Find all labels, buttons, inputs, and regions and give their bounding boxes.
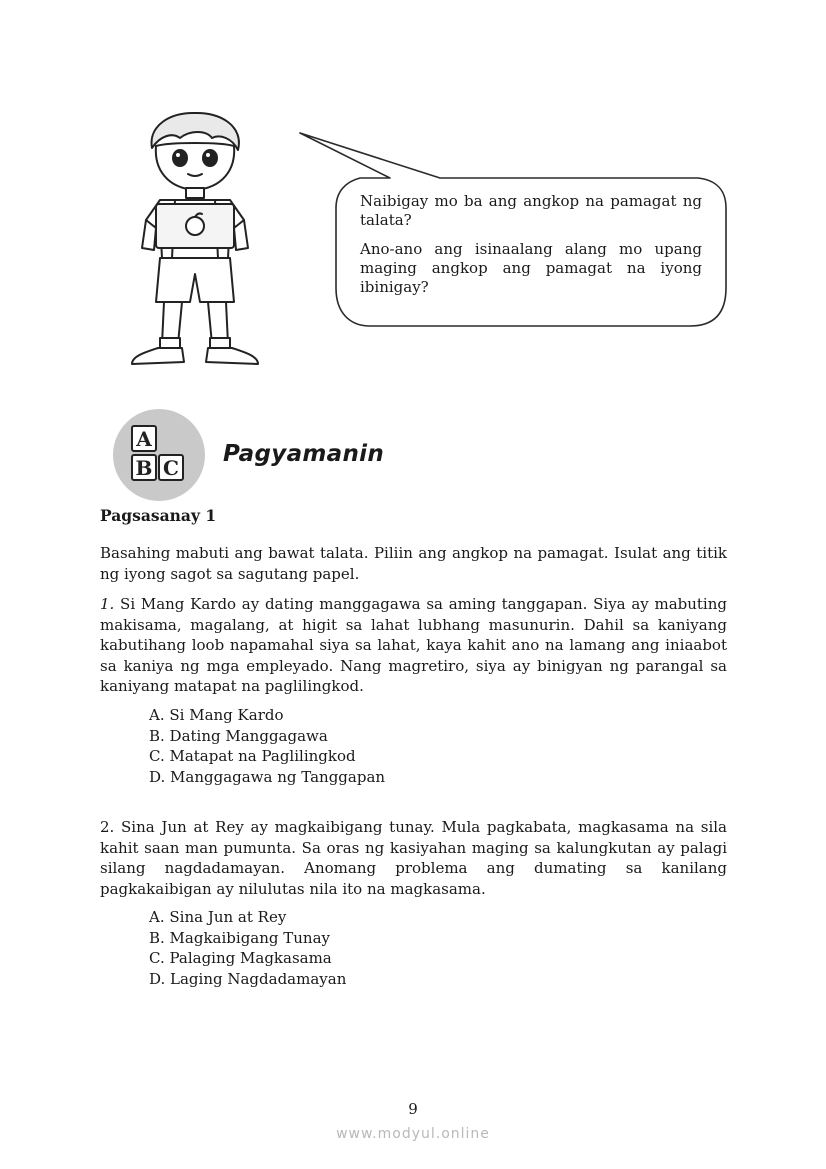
instructions: Basahing mabuti ang bawat talata. Piliin ang angkop na pamagat. Isulat ang titik ng iyong sagot sa sagutang papel.: [100, 544, 727, 583]
item-1-choice-a: A. Si Mang Kardo: [149, 706, 284, 724]
abc-block-b: B: [135, 456, 153, 480]
item-2-choice-d: D. Laging Nagdadamayan: [149, 970, 347, 989]
item-1-choice-c: C. Matapat na Paglilingkod: [149, 747, 356, 766]
item-2-choices: [149, 907, 346, 990]
item-2-choice-b: B. Magkaibigang Tunay: [149, 928, 331, 947]
item-2-choice-a: A. Sina Jun at Rey: [149, 908, 287, 926]
watermark: www.modyul.online: [336, 1126, 490, 1142]
speech-bubble-text: [360, 192, 702, 307]
abc-block-a: A: [136, 427, 152, 451]
item-2-number: 2.: [100, 818, 115, 836]
bubble-question-1: Naibigay mo ba ang angkop na pamagat ng talata?: [360, 192, 702, 229]
item-1-choice-d: D. Manggagawa ng Tanggapan: [149, 768, 386, 787]
item-1-text: Si Mang Kardo ay dating manggagawa sa aming tanggapan. Siya ay mabuting makisama, magalang, at higit sa lahat lubhang masunurin. Dahil sa kaniyang kabutihang loob napamahal siya sa lahat, kaya kahit ano na lamang ang iniaabot sa kaniya ng mga empleyado. Nang magretiro, siya ay binigyan ng parangal sa kaniyang matapat na paglilingkod.: [100, 595, 727, 695]
item-2-paragraph: [100, 817, 727, 899]
bubble-question-2: Ano-ano ang isinaalang alang mo upang maging angkop ang pamagat na iyong ibinigay?: [360, 240, 702, 296]
abc-blocks-icon: [112, 408, 206, 502]
exercise-title: Pagsasanay 1: [100, 506, 217, 525]
abc-block-c: C: [163, 456, 179, 480]
boy-illustration: [120, 108, 270, 378]
item-2-choice-c: C. Palaging Magkasama: [149, 949, 332, 968]
item-2-text: Sina Jun at Rey ay magkaibigang tunay. Mula pagkabata, magkasama na sila kahit saan man pumunta. Sa oras ng kasiyahan maging sa kalungkutan ay palagi silang nagdadamayan. Anomang problema ang dumating sa kanilang pagkakaibigan ay nilulutas nila ito na magkasama.: [100, 818, 727, 898]
item-1-choice-b: B. Dating Manggagawa: [149, 726, 328, 745]
item-1-choices: [149, 705, 385, 788]
section-title: Pagyamanin: [223, 441, 385, 467]
item-1-number: 1.: [100, 595, 115, 613]
item-1-paragraph: [100, 594, 727, 697]
page-number: 9: [408, 1100, 418, 1118]
